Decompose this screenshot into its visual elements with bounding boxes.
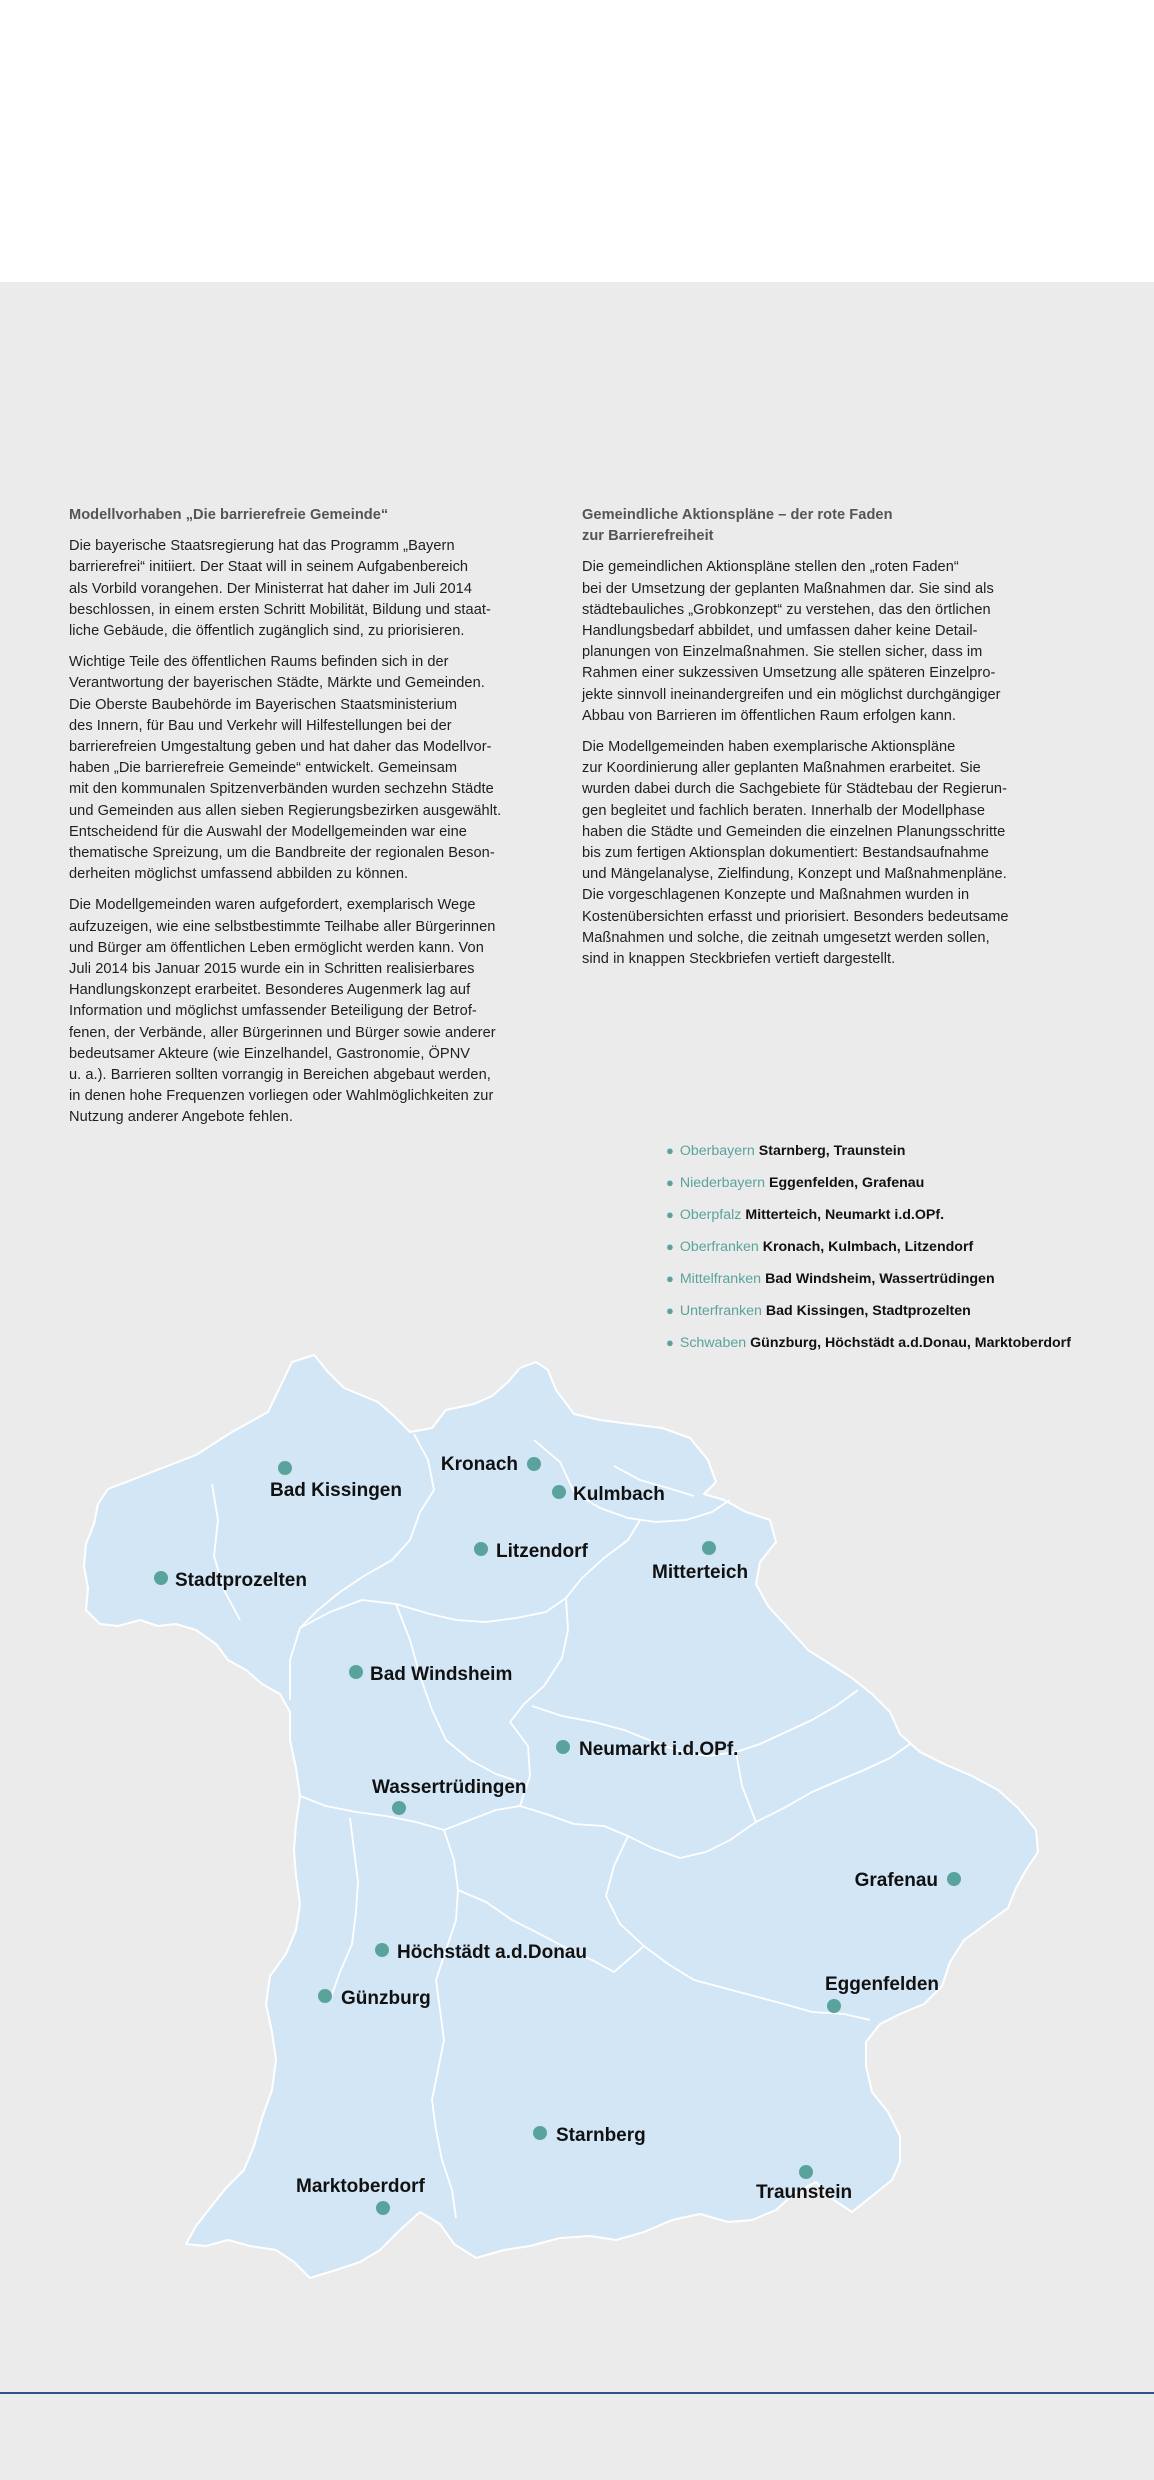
city-label: Wassertrüdingen xyxy=(372,1777,527,1798)
region-item xyxy=(666,1205,1071,1237)
region-towns: Mitterteich, Neumarkt i.d.OPf. xyxy=(745,1207,945,1223)
city-label: Marktoberdorf xyxy=(296,2176,425,2197)
city-label: Günzburg xyxy=(341,1988,431,2009)
city-label: Neumarkt i.d.OPf. xyxy=(579,1739,739,1760)
left-heading: Modellvorhaben „Die barrierefreie Gemeinde“ xyxy=(69,507,389,523)
city-marker-icon xyxy=(827,1999,841,2013)
city-label: Stadtprozelten xyxy=(175,1570,307,1591)
footer-rule xyxy=(0,2392,1154,2394)
city-label: Starnberg xyxy=(556,2125,646,2146)
city-label: Eggenfelden xyxy=(825,1974,940,1995)
city-label: Grafenau xyxy=(854,1870,938,1891)
region-item xyxy=(666,1141,1071,1173)
region-item xyxy=(666,1173,1071,1205)
left-paragraph-3: Die Modellgemeinden waren aufgefordert, exemplarisch Wege aufzuzeigen, wie eine selbstbestimmte Teilhabe aller Bürgerinnen und Bürger am öffentlichen Leben ermöglicht werden kann. Von Juli 2014 bis Januar 2015 wurde ein in Schritten realisierbares Handlungskonzept erarbeitet. Besonderes Augenmerk lag auf Information und möglichst umfassender Beteiligung der Betrof- fenen, der Verbände, aller Bürgerinnen und Bürger sowie anderer bedeutsamer Akteure (wie Einzelhandel, Gastronomie, ÖPNV u. a.). Barrieren sollten vorrangig in Bereichen abgebaut werden, in denen hohe Frequenzen vorliegen oder Wahlmöglichkeiten zur Nutzung anderer Angebote fehlen. xyxy=(69,897,496,1126)
region-item xyxy=(666,1301,1071,1333)
city-marker-icon xyxy=(278,1461,292,1475)
city-marker-icon xyxy=(376,2201,390,2215)
bullet-icon: ● xyxy=(666,1143,674,1158)
city-label: Traunstein xyxy=(756,2182,853,2203)
region-name: Oberfranken xyxy=(679,1239,759,1255)
left-paragraph-1: Die bayerische Staatsregierung hat das Programm „Bayern barrierefrei“ initiiert. Der Staat will in seinem Aufgabenbereich als Vorbild vorangehen. Der Ministerrat hat daher im Juli 2014 beschlossen, in einem ersten Schritt Mobilität, Bildung und staat- liche Gebäude, die öffentlich zugänglich sind, zu priorisieren. xyxy=(69,538,491,640)
region-item xyxy=(666,1269,1071,1301)
city-marker-icon xyxy=(799,2165,813,2179)
region-name: Schwaben xyxy=(679,1335,747,1351)
bullet-icon: ● xyxy=(666,1207,674,1222)
city-label: Litzendorf xyxy=(496,1541,588,1562)
city-label: Mitterteich xyxy=(652,1562,749,1583)
bullet-icon: ● xyxy=(666,1271,674,1286)
region-towns: Bad Windsheim, Wassertrüdingen xyxy=(765,1271,995,1287)
region-towns: Eggenfelden, Grafenau xyxy=(769,1175,925,1191)
city-label: Kronach xyxy=(440,1454,518,1475)
left-text-column xyxy=(69,505,534,1139)
region-name: Oberpfalz xyxy=(679,1207,742,1223)
bavaria-map xyxy=(0,1340,1154,2370)
region-towns: Günzburg, Höchstädt a.d.Donau, Marktoberdorf xyxy=(750,1335,1071,1351)
region-name: Niederbayern xyxy=(679,1175,766,1191)
city-label: Bad Kissingen xyxy=(270,1480,402,1501)
city-label: Kulmbach xyxy=(573,1484,665,1505)
region-towns: Kronach, Kulmbach, Litzendorf xyxy=(762,1239,974,1255)
region-name: Unterfranken xyxy=(679,1303,762,1319)
left-paragraph-2: Wichtige Teile des öffentlichen Raums befinden sich in der Verantwortung der bayerischen Städte, Märkte und Gemeinden. Die Oberste Baubehörde im Bayerischen Staatsministerium des Innern, für Bau und Verkehr will Hilfestellungen bei der barrierefreien Umgestaltung geben und hat daher das Modellvor- haben „Die barrierefreie Gemeinde“ entwickelt. Gemeinsam mit den kommunalen Spitzenverbänden wurden sechzehn Städte und Gemeinden aus allen sieben Regierungsbezirken ausgewählt. Entscheidend für die Auswahl der Modellgemeinden war eine thematische Spreizung, um die Bandbreite der regionalen Beson- derheiten möglichst umfassend abbilden zu können. xyxy=(69,654,502,883)
region-item xyxy=(666,1237,1071,1269)
city-marker-icon xyxy=(533,2126,547,2140)
bullet-icon: ● xyxy=(666,1303,674,1318)
region-name: Mittelfranken xyxy=(679,1271,762,1287)
city-marker-icon xyxy=(552,1485,566,1499)
city-marker-icon xyxy=(527,1457,541,1471)
region-legend xyxy=(666,1141,1071,1365)
city-marker-icon xyxy=(375,1943,389,1957)
city-marker-icon xyxy=(556,1740,570,1754)
city-label: Bad Windsheim xyxy=(370,1664,513,1685)
region-name: Oberbayern xyxy=(679,1143,755,1159)
bullet-icon: ● xyxy=(666,1175,674,1190)
bullet-icon: ● xyxy=(666,1335,674,1350)
right-text-column xyxy=(582,505,1052,980)
city-label: Höchstädt a.d.Donau xyxy=(397,1942,588,1963)
city-marker-icon xyxy=(947,1872,961,1886)
region-towns: Starnberg, Traunstein xyxy=(758,1143,906,1159)
bullet-icon: ● xyxy=(666,1239,674,1254)
city-marker-icon xyxy=(392,1801,406,1815)
city-marker-icon xyxy=(318,1989,332,2003)
city-marker-icon xyxy=(474,1542,488,1556)
right-paragraph-2: Die Modellgemeinden haben exemplarische Aktionspläne zur Koordinierung aller geplanten Maßnahmen erarbeitet. Sie wurden dabei durch die Sachgebiete für Städtebau der Regierun- gen begleitet und fachlich beraten. Innerhalb der Modellphase haben die Städte und Gemeinden die einzelnen Planungsschritte bis zum fertigen Aktionsplan dokumentiert: Bestandsaufnahme und Mängelanalyse, Zielfindung, Konzept und Maßnahmenpläne. Die vorgeschlagenen Konzepte und Maßnahmen wurden in Kostenübersichten erfasst und priorisiert. Besonders bedeutsame Maßnahmen und solche, die zeitnah umgesetzt werden sollen, sind in knappen Steckbriefen vertieft dargestellt. xyxy=(582,739,1009,968)
city-marker-icon xyxy=(154,1571,168,1585)
right-paragraph-1: Die gemeindlichen Aktionspläne stellen den „roten Faden“ bei der Umsetzung der geplanten Maßnahmen dar. Sie sind als städtebauliches „Grobkonzept“ zu verstehen, das den örtlichen Handlungsbedarf abbildet, und umfassen daher keine Detail- planungen von Einzelmaßnahmen. Sie stellen sicher, dass im Rahmen einer sukzessiven Umsetzung alle späteren Einzelpro- jekte sinnvoll ineinandergreifen und ein möglichst durchgängiger Abbau von Barrieren im öffentlichen Raum erfolgen kann. xyxy=(582,559,1001,724)
region-towns: Bad Kissingen, Stadtprozelten xyxy=(765,1303,971,1319)
right-heading: Gemeindliche Aktionspläne – der rote Faden zur Barrierefreiheit xyxy=(582,507,893,545)
city-marker-icon xyxy=(349,1665,363,1679)
bavaria-map-svg xyxy=(0,1340,1154,2370)
city-marker-icon xyxy=(702,1541,716,1555)
